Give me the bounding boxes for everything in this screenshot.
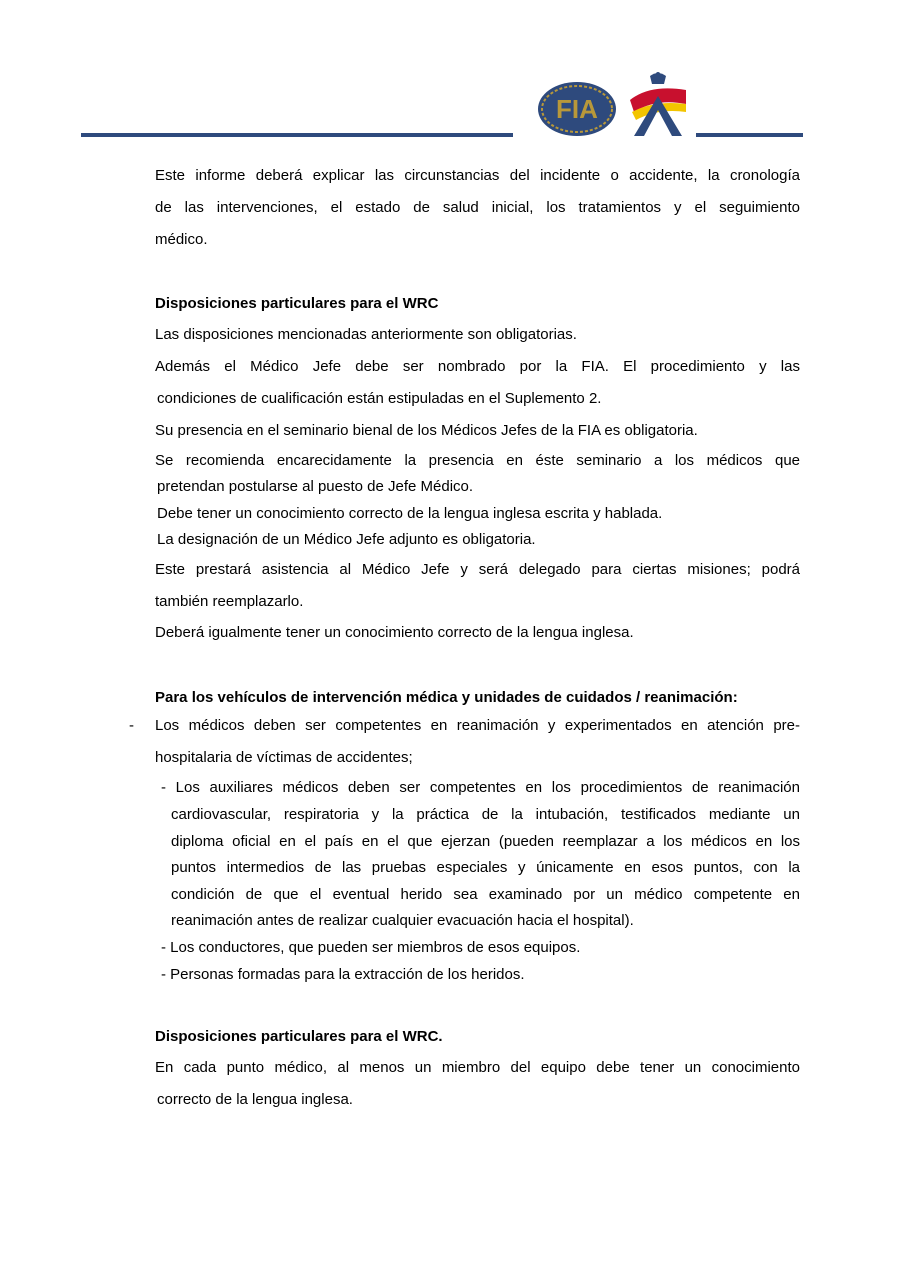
wrc-asistencia-line-2: también reemplazarlo. [155, 593, 304, 610]
heading-vehiculos: Para los vehículos de intervención médica y unidades de cuidados / reanimación: [155, 689, 738, 706]
heading-wrc: Disposiciones particulares para el WRC [155, 295, 439, 312]
wrc-igualmente: Deberá igualmente tener un conocimiento correcto de la lengua inglesa. [155, 624, 634, 641]
sub-auxiliares-line-2: cardiovascular, respiratoria y la práctica de la intubación, testificados mediante un [171, 806, 800, 823]
wrc-obligatorias: Las disposiciones mencionadas anteriormente son obligatorias. [155, 326, 577, 343]
final-line-2: correcto de la lengua inglesa. [157, 1091, 353, 1108]
sub-auxiliares-line-6: reanimación antes de realizar cualquier evacuación hacia el hospital). [171, 912, 634, 929]
heading-wrc-2: Disposiciones particulares para el WRC. [155, 1028, 443, 1045]
rfeda-logo-text: A [657, 136, 659, 137]
wrc-asistencia-line-1: Este prestará asistencia al Médico Jefe y será delegado para ciertas misiones; podrá [155, 561, 800, 578]
wrc-adjunto: La designación de un Médico Jefe adjunto es obligatoria. [157, 531, 536, 548]
para-informe-line-2: de las intervenciones, el estado de salud inicial, los tratamientos y el seguimiento [155, 199, 800, 216]
header-rule-right [696, 133, 803, 137]
sub-auxiliares-line-3: diploma oficial en el país en el que ejerzan (pueden reemplazar a los médicos en los [171, 833, 800, 850]
sub-auxiliares-line-4: puntos intermedios de las pruebas especiales y únicamente en esos puntos, con la [171, 859, 800, 876]
wrc-medico-jefe-line-1: Además el Médico Jefe debe ser nombrado por la FIA. El procedimiento y las [155, 358, 800, 375]
sub-auxiliares-line-5: condición de que el eventual herido sea examinado por un médico competente en [171, 886, 800, 903]
wrc-recomienda-line-1: Se recomienda encarecidamente la presencia en éste seminario a los médicos que [155, 452, 800, 469]
bullet-medicos-line-1: Los médicos deben ser competentes en reanimación y experimentados en atención pre- [155, 717, 800, 734]
rfeda-logo [626, 70, 690, 140]
fia-logo-text: FIA [556, 94, 598, 124]
bullet-dash: - [129, 717, 134, 734]
fia-logo [536, 80, 618, 138]
wrc-ingles: Debe tener un conocimiento correcto de la lengua inglesa escrita y hablada. [157, 505, 663, 522]
para-informe-line-1: Este informe deberá explicar las circunstancias del incidente o accidente, la cronología [155, 167, 800, 184]
sub-extraccion: - Personas formadas para la extracción de los heridos. [161, 966, 525, 983]
header-rule-left [81, 133, 513, 137]
wrc-seminario: Su presencia en el seminario bienal de los Médicos Jefes de la FIA es obligatoria. [155, 422, 698, 439]
final-line-1: En cada punto médico, al menos un miembro del equipo debe tener un conocimiento [155, 1059, 800, 1076]
wrc-recomienda-line-2: pretendan postularse al puesto de Jefe Médico. [157, 478, 474, 495]
para-informe-line-3: médico. [155, 231, 208, 248]
bullet-medicos-line-2: hospitalaria de víctimas de accidentes; [155, 749, 413, 766]
wrc-medico-jefe-line-2: condiciones de cualificación están estipuladas en el Suplemento 2. [157, 390, 602, 407]
sub-conductores: - Los conductores, que pueden ser miembros de esos equipos. [161, 939, 581, 956]
sub-auxiliares-line-1: - Los auxiliares médicos deben ser competentes en los procedimientos de reanimación [161, 779, 800, 796]
